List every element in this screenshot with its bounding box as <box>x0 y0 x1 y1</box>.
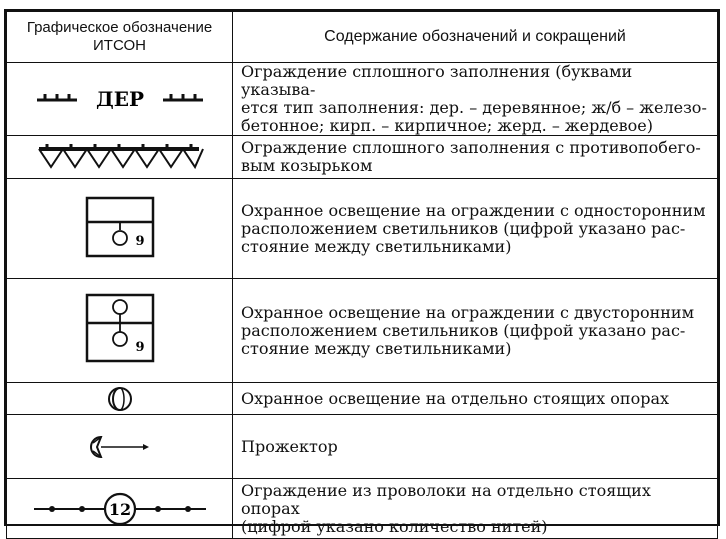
fence-type-label: ДЕР <box>95 87 144 111</box>
symbol-header-line2: ИТСОН <box>93 37 146 54</box>
standalone-lighting-pole-icon <box>100 385 140 413</box>
table-row <box>7 63 718 136</box>
table-row <box>7 179 718 279</box>
legend-table <box>6 11 718 539</box>
description-line: ется тип заполнения: дер. – деревянное; ж/б – железо- <box>241 98 707 117</box>
lamp-distance-label: 9 <box>134 339 145 355</box>
clipped-table-title <box>10 0 310 2</box>
table-row <box>7 479 718 539</box>
description-line: Ограждение сплошного заполнения с противопобего- <box>241 138 701 157</box>
two-sided-lighting-on-fence-icon <box>75 291 165 371</box>
description-cell <box>233 63 718 136</box>
symbol-column-header <box>7 12 233 63</box>
description-line: Ограждение сплошного заполнения (буквами указыва- <box>241 62 633 99</box>
symbol-cell <box>7 383 233 415</box>
description-column-header <box>233 12 718 63</box>
projector-icon <box>85 433 155 461</box>
table-row <box>7 279 718 383</box>
symbol-cell <box>7 179 233 279</box>
table-row <box>7 136 718 179</box>
one-sided-lighting-on-fence-icon <box>75 194 165 264</box>
wire-fence-on-poles-icon <box>30 491 210 527</box>
description-line: Ограждение из проволоки на отдельно стоящих опорах <box>241 480 651 518</box>
wire-count-label: 12 <box>108 499 131 519</box>
symbol-cell <box>7 279 233 383</box>
table-header-row <box>7 12 718 63</box>
description-line: бетонное; кирп. – кирпичное; жерд. – жердевое) <box>241 116 654 135</box>
description-cell <box>233 136 718 179</box>
table-row <box>7 415 718 479</box>
solid-fence-anti-climb-visor-icon <box>35 141 205 173</box>
description-line: Охранное освещение на ограждении с двусторонним <box>241 302 695 322</box>
description-header-label: Содержание обозначений и сокращений <box>324 28 626 45</box>
symbol-cell <box>7 136 233 179</box>
solid-fence-der-icon <box>35 87 205 111</box>
description-line: Охранное освещение на отдельно стоящих опорах <box>241 388 670 408</box>
description-line: расположением светильников (цифрой указано рас- <box>241 218 686 238</box>
description-cell <box>233 383 718 415</box>
description-cell <box>233 415 718 479</box>
description-line: вым козырьком <box>241 156 373 175</box>
description-cell <box>233 179 718 279</box>
symbol-header-line1: Графическое обозначение <box>26 19 213 36</box>
symbol-cell <box>7 63 233 136</box>
description-line: расположением светильников (цифрой указано рас- <box>241 320 686 340</box>
description-cell <box>233 279 718 383</box>
description-line: Охранное освещение на ограждении с односторонним <box>241 200 706 220</box>
description-line: Прожектор <box>241 436 338 456</box>
symbol-cell <box>7 479 233 539</box>
table-row <box>7 383 718 415</box>
lamp-distance-label: 9 <box>134 233 145 249</box>
description-line: стояние между светильниками) <box>241 338 512 358</box>
description-line: (цифрой указано количество нитей) <box>241 516 548 536</box>
symbol-cell <box>7 415 233 479</box>
description-cell <box>233 479 718 539</box>
legend-table-container <box>4 9 720 536</box>
description-line: стояние между светильниками) <box>241 236 512 256</box>
